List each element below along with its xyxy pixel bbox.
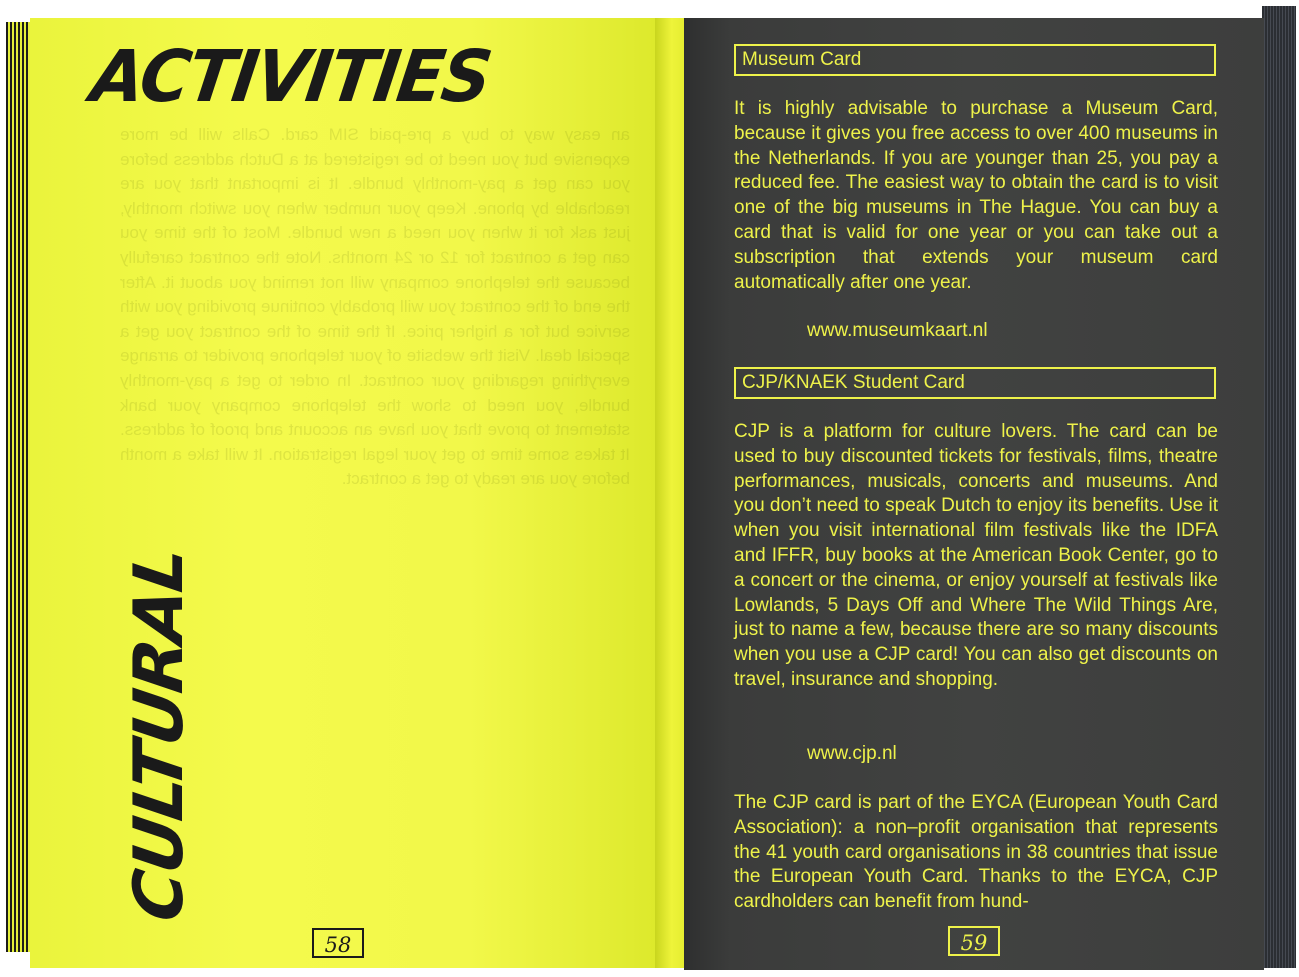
heading-museum-card: Museum Card: [734, 44, 1216, 76]
right-page-edges: [1262, 6, 1296, 968]
museumkaart-link[interactable]: www.museumkaart.nl: [807, 320, 988, 341]
heading-cjp-card: CJP/KNAEK Student Card: [734, 367, 1216, 399]
museum-card-body: It is highly advisable to purchase a Museum Card, because it gives you free access to over 400 museums in the Netherlands. If you are younger than 25, you pay a reduced fee. The easiest way to obtain the card is to visit one of the big museums in The Hague. You can buy a card that is valid for one year or you can take out a subscription that extends your museum card automatically after one year.: [734, 98, 1218, 293]
eyca-paragraph: The CJP card is part of the EYCA (European Youth Card Association): a non–profit organisation that represents the 41 youth card organisations in 38 countries that issue the European Youth Card. Thanks to the EYCA, CJP cardholders can benefit from hund-: [734, 792, 1218, 913]
title-cultural: CULTURAL: [120, 543, 199, 927]
page-number-left: 58: [312, 928, 364, 958]
title-activities: ACTIVITIES: [86, 36, 496, 119]
page-number-right: 59: [948, 926, 1000, 956]
show-through-text: an easy way to buy a pre-paid SIM card. Calls will be more expensive but you need to be registered at a Dutch address before you can get a pay-monthly bundle. It is important that you are reachable by phone. Keep your number when you switch monthly, just ask for it when you need a new bundle. Most of the time you can get a contract for 12 or 24 months. Note the contract carefully because the telephone company will not remind you about it. After the end of the contract you will probably continue providing you with service but for a higher price. If the time of the contract you get a special deal. Visit the website of your telephone provider to arrange everything regarding your contract. In order to get a pay-monthly bundle, you need to show the telephone company your bank statement to prove that you have an account and proof of address. It takes some time to get your legal registration. It will take a month before you are ready to get a contract.: [120, 125, 630, 489]
cjp-link[interactable]: www.cjp.nl: [807, 743, 897, 764]
cjp-card-body: CJP is a platform for culture lovers. The card can be used to buy discounted tickets for festivals, films, theatre performances, musicals, concerts and museums. And you don’t need to speak Dutch to enjoy its benefits. Use it when you visit international film festivals like the IDFA and IFFR, buy books at the American Book Center, go to a concert or the cinema, or enjoy yourself at festivals like Lowlands, 5 Days Off and Where The Wild Things Are, just to name a few, because there are so many discounts when you use a CJP card! You can also get discounts on travel, insurance and shopping.: [734, 421, 1218, 690]
